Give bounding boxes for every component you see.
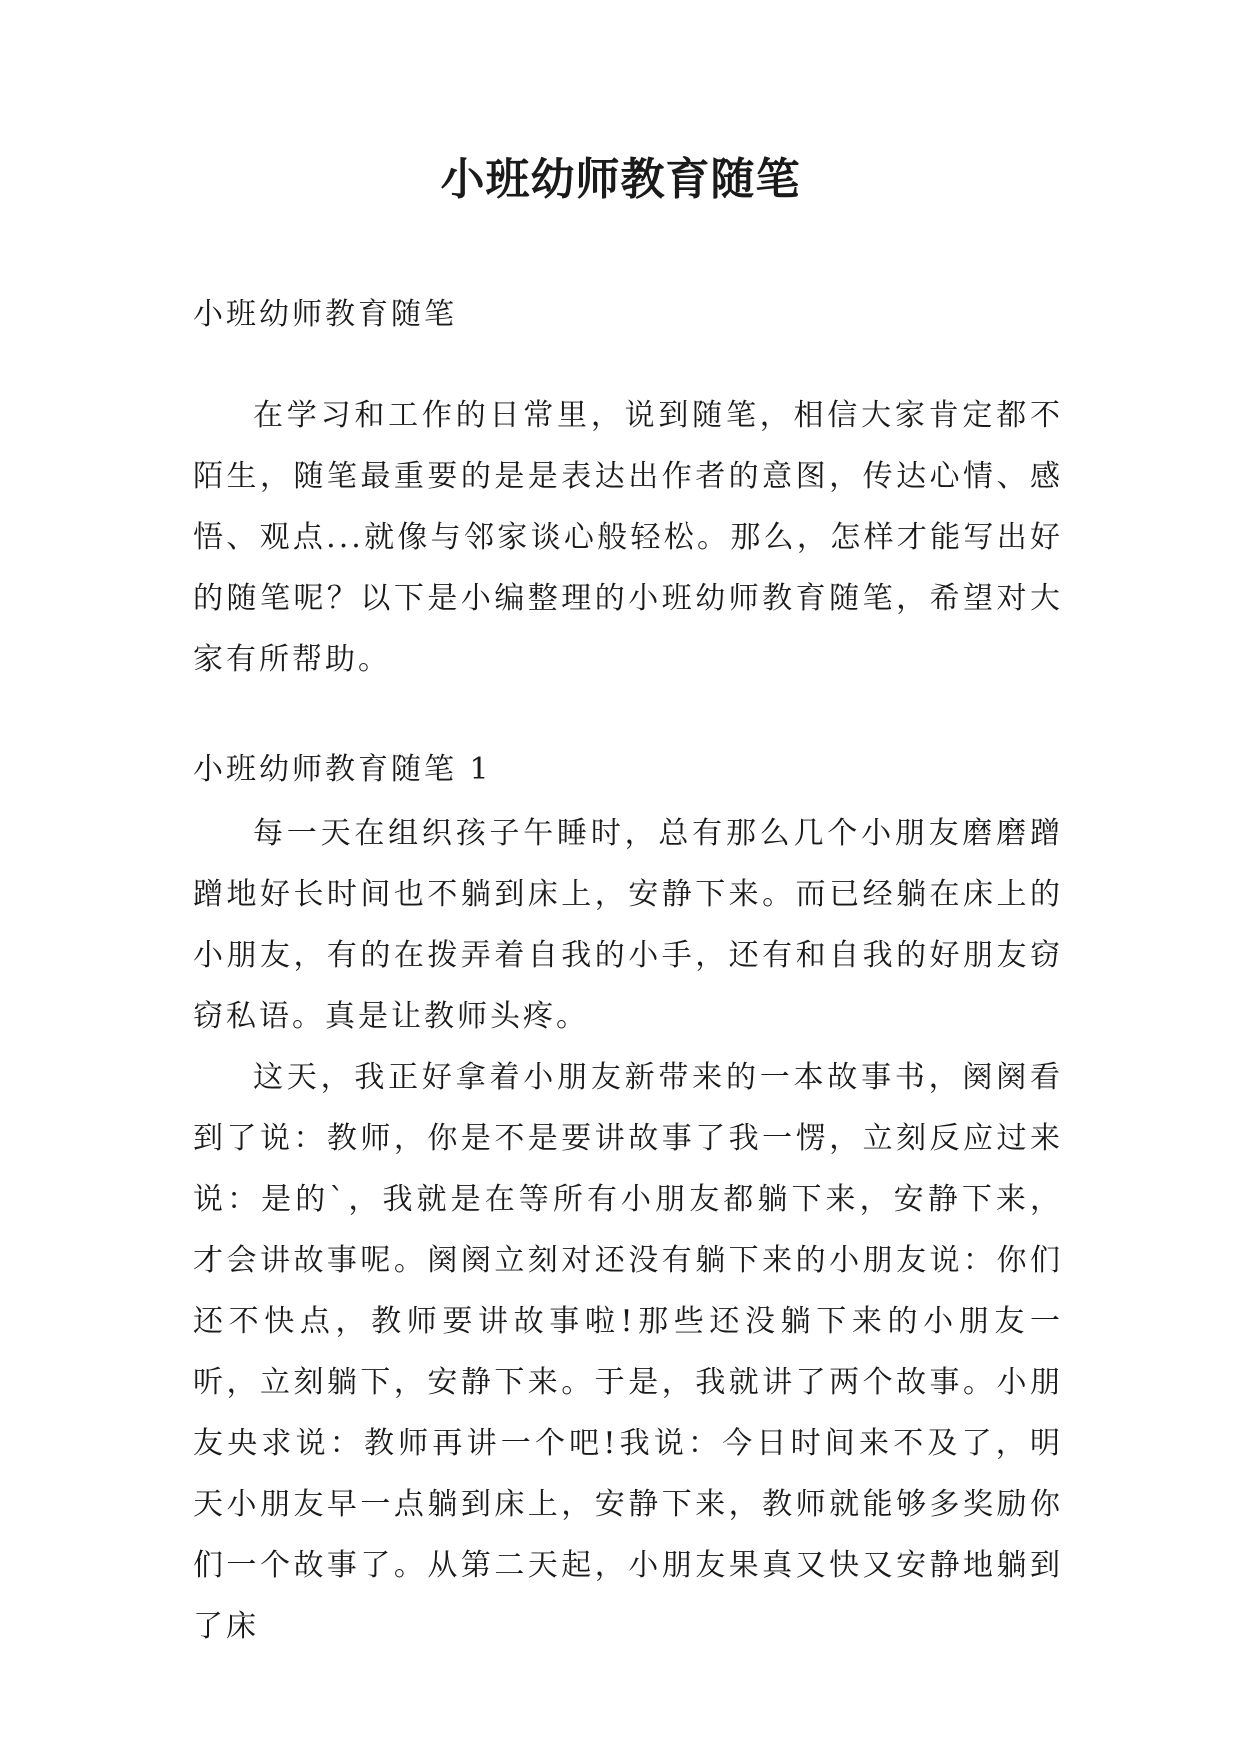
body-paragraph: 每一天在组织孩子午睡时，总有那么几个小朋友磨磨蹭蹭地好长时间也不躺到床上，安静下来。而已经躺在床上的小朋友，有的在拨弄着自我的小手，还有和自我的好朋友窃窃私语。真是让教师头疼。 bbox=[193, 816, 1063, 1034]
document-subtitle: 小班幼师教育随笔 bbox=[193, 297, 457, 332]
document-title: 小班幼师教育随笔 bbox=[440, 154, 801, 205]
intro-paragraph: 在学习和工作的日常里，说到随笔，相信大家肯定都不陌生，随笔最重要的是是表达出作者的意图，传达心情、感悟、观点...就像与邻家谈心般轻松。那么，怎样才能写出好的随笔呢？以下是小编整理的小班幼师教育随笔，希望对大家有所帮助。 bbox=[193, 398, 1063, 677]
section-heading: 小班幼师教育随笔 1 bbox=[193, 752, 492, 787]
document-body bbox=[193, 290, 1063, 1657]
section-1 bbox=[193, 745, 1063, 1657]
body-paragraph: 这天，我正好拿着小朋友新带来的一本故事书，阕阕看到了说：教师，你是不是要讲故事了我一愣，立刻反应过来说：是的`，我就是在等所有小朋友都躺下来，安静下来，才会讲故事呢。阕阕立刻对还没有躺下来的小朋友说：你们还不快点，教师要讲故事啦!那些还没躺下来的小朋友一听，立刻躺下，安静下来。于是，我就讲了两个故事。小朋友央求说：教师再讲一个吧!我说：今日时间来不及了，明天小朋友早一点躺到床上，安静下来，教师就能够多奖励你们一个故事了。从第二天起，小朋友果真又快又安静地躺到了床 bbox=[193, 1060, 1063, 1644]
